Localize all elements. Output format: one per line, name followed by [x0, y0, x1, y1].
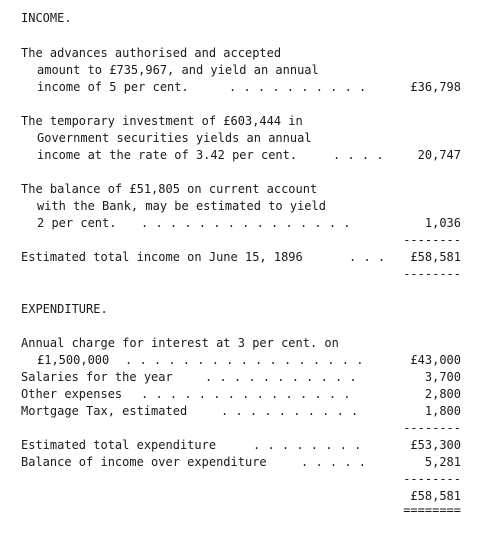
- mortgage-tax-leader: . . . . . . . . . .: [221, 404, 359, 418]
- other-expenses-amount: 2,800: [424, 387, 461, 401]
- mortgage-tax-amount: 1,800: [424, 404, 461, 418]
- investment-text-3: income at the rate of 3.42 per cent.: [37, 148, 298, 162]
- expenditure-total-leader: . . . . . . . .: [253, 438, 362, 452]
- interest-line-1: [0, 335, 481, 352]
- expenditure-heading-line: [0, 301, 481, 318]
- balance-over-line: [0, 454, 481, 471]
- balance-amount: 1,036: [424, 216, 461, 230]
- expenditure-total-amount: £53,300: [410, 438, 461, 452]
- salaries-leader: . . . . . . . . . . .: [205, 370, 357, 384]
- interest-amount: £43,000: [410, 353, 461, 367]
- expenditure-total-rule: --------: [403, 472, 461, 486]
- investment-line-2: [0, 130, 481, 147]
- balance-text-2: with the Bank, may be estimated to yield: [37, 199, 326, 213]
- income-total-leader: . . .: [349, 250, 386, 264]
- interest-line-2: [0, 352, 481, 369]
- balance-over-amount: 5,281: [424, 455, 461, 469]
- other-expenses-label: Other expenses: [21, 387, 123, 401]
- balance-line-2: [0, 198, 481, 215]
- grand-total-double-rule: ========: [403, 503, 461, 517]
- income-total-amount: £58,581: [410, 250, 461, 264]
- advances-leader: . . . . . . . . . .: [229, 80, 367, 94]
- income-heading-line: [0, 10, 481, 27]
- salaries-label: Salaries for the year: [21, 370, 173, 384]
- grand-total-amount: £58,581: [410, 489, 461, 503]
- balance-leader: . . . . . . . . . . . . . . .: [141, 216, 351, 230]
- expenditure-subtotal-rule: --------: [403, 421, 461, 435]
- balance-line-3: [0, 215, 481, 232]
- mortgage-tax-label: Mortgage Tax, estimated: [21, 404, 188, 418]
- balance-text-1: The balance of £51,805 on current account: [21, 182, 318, 196]
- income-total-rule: --------: [403, 267, 461, 281]
- advances-text-2: amount to £735,967, and yield an annual: [37, 63, 319, 77]
- balance-over-leader: . . . . .: [301, 455, 367, 469]
- salaries-amount: 3,700: [424, 370, 461, 384]
- salaries-line: [0, 369, 481, 386]
- investment-line-3: [0, 147, 481, 164]
- advances-line-3: [0, 79, 481, 96]
- interest-text-1: Annual charge for interest at 3 per cent. on: [21, 336, 339, 350]
- income-subtotal-rule: --------: [403, 233, 461, 247]
- interest-leader: . . . . . . . . . . . . . . . . .: [125, 353, 364, 367]
- expenditure-total-line: [0, 437, 481, 454]
- income-total-label: Estimated total income on June 15, 1896: [21, 250, 303, 264]
- investment-line-1: [0, 113, 481, 130]
- advances-amount: £36,798: [410, 80, 461, 94]
- other-expenses-line: [0, 386, 481, 403]
- balance-over-label: Balance of income over expenditure: [21, 455, 267, 469]
- expenditure-total-label: Estimated total expenditure: [21, 438, 217, 452]
- income-total-line: [0, 249, 481, 266]
- mortgage-tax-line: [0, 403, 481, 420]
- advances-text-1: The advances authorised and accepted: [21, 46, 282, 60]
- income-heading: INCOME.: [21, 11, 72, 25]
- expenditure-heading: EXPENDITURE.: [21, 302, 108, 316]
- investment-text-2: Government securities yields an annual: [37, 131, 312, 145]
- advances-line-2: [0, 62, 481, 79]
- advances-text-3: income of 5 per cent.: [37, 80, 189, 94]
- investment-leader: . . . .: [333, 148, 384, 162]
- interest-text-2: £1,500,000: [37, 353, 110, 367]
- balance-line-1: [0, 181, 481, 198]
- balance-text-3: 2 per cent.: [37, 216, 117, 230]
- investment-text-1: The temporary investment of £603,444 in: [21, 114, 303, 128]
- other-expenses-leader: . . . . . . . . . . . . . . .: [141, 387, 351, 401]
- investment-amount: 20,747: [417, 148, 461, 162]
- advances-line-1: [0, 45, 481, 62]
